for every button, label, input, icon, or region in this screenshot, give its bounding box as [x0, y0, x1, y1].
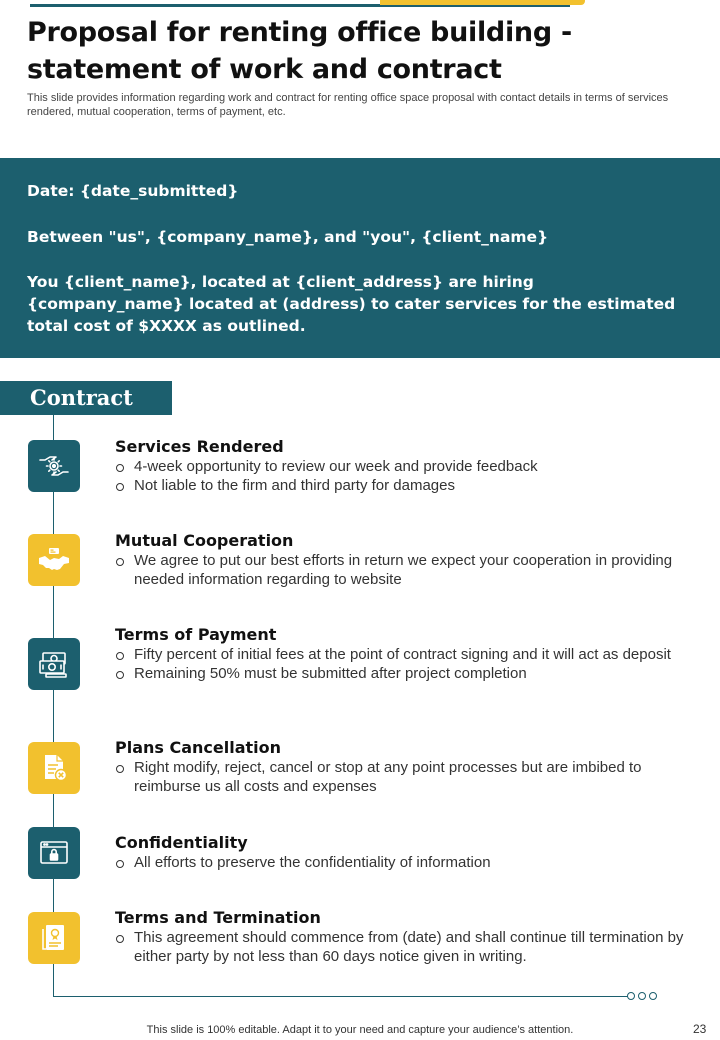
- item-bullet: Right modify, reject, cancel or stop at any point processes but are imbibed to reimburse us all costs and expenses: [115, 758, 695, 796]
- item-bullet: 4-week opportunity to review our week and provide feedback: [115, 457, 695, 476]
- item-bullet: Remaining 50% must be submitted after project completion: [115, 664, 695, 683]
- contract-document-icon: [28, 912, 80, 964]
- summary-banner: [0, 158, 720, 358]
- money-icon: [28, 638, 80, 690]
- browser-lock-icon: [28, 827, 80, 879]
- timeline-dot: [649, 992, 657, 1000]
- timeline-line: [53, 415, 54, 997]
- top-accent-bar: [380, 0, 585, 5]
- item-bullet: Fifty percent of initial fees at the point of contract signing and it will act as deposit: [115, 645, 695, 664]
- handshake-icon: [28, 534, 80, 586]
- page-number: 23: [693, 1022, 707, 1036]
- item-bullet: We agree to put our best efforts in return we expect your cooperation in providing needed information regarding to website: [115, 551, 695, 589]
- timeline-dot: [638, 992, 646, 1000]
- item-bullet: All efforts to preserve the confidentiality of information: [115, 853, 695, 872]
- contract-item: [115, 908, 695, 966]
- date-line: Date: {date_submitted}: [27, 182, 239, 200]
- contract-section-tab: Contract: [0, 381, 172, 415]
- page-title: Proposal for renting office building - statement of work and contract: [27, 17, 572, 85]
- page-subtitle: This slide provides information regarding work and contract for renting office space proposal with contact details in terms of services rendered, mutual cooperation, terms of payment, etc.: [27, 92, 669, 118]
- item-bullet: Not liable to the firm and third party for damages: [115, 476, 695, 495]
- timeline-baseline: [53, 996, 628, 997]
- engagement-statement: You {client_name}, located at {client_address} are hiring {company_name} located at (address) to cater services for the estimated total cost of $XXXX as outlined.: [27, 273, 676, 335]
- contract-item: [115, 738, 695, 796]
- item-heading: Services Rendered: [115, 437, 284, 456]
- document-cancel-icon: [28, 742, 80, 794]
- hand-gear-icon: [28, 440, 80, 492]
- item-bullet: This agreement should commence from (date) and shall continue till termination by either party by not less than 60 days notice given in writing.: [115, 928, 695, 966]
- parties-line: Between "us", {company_name}, and "you", {client_name}: [27, 228, 549, 246]
- contract-item: [115, 625, 695, 683]
- timeline-dot: [627, 992, 635, 1000]
- item-heading: Confidentiality: [115, 833, 248, 852]
- contract-item: [115, 833, 695, 872]
- contract-item: [115, 531, 695, 589]
- contract-item: [115, 437, 695, 495]
- footer-note: This slide is 100% editable. Adapt it to your need and capture your audience’s attention.: [146, 1024, 574, 1036]
- item-heading: Terms and Termination: [115, 908, 321, 927]
- item-heading: Mutual Cooperation: [115, 531, 294, 550]
- item-heading: Terms of Payment: [115, 625, 277, 644]
- item-heading: Plans Cancellation: [115, 738, 282, 757]
